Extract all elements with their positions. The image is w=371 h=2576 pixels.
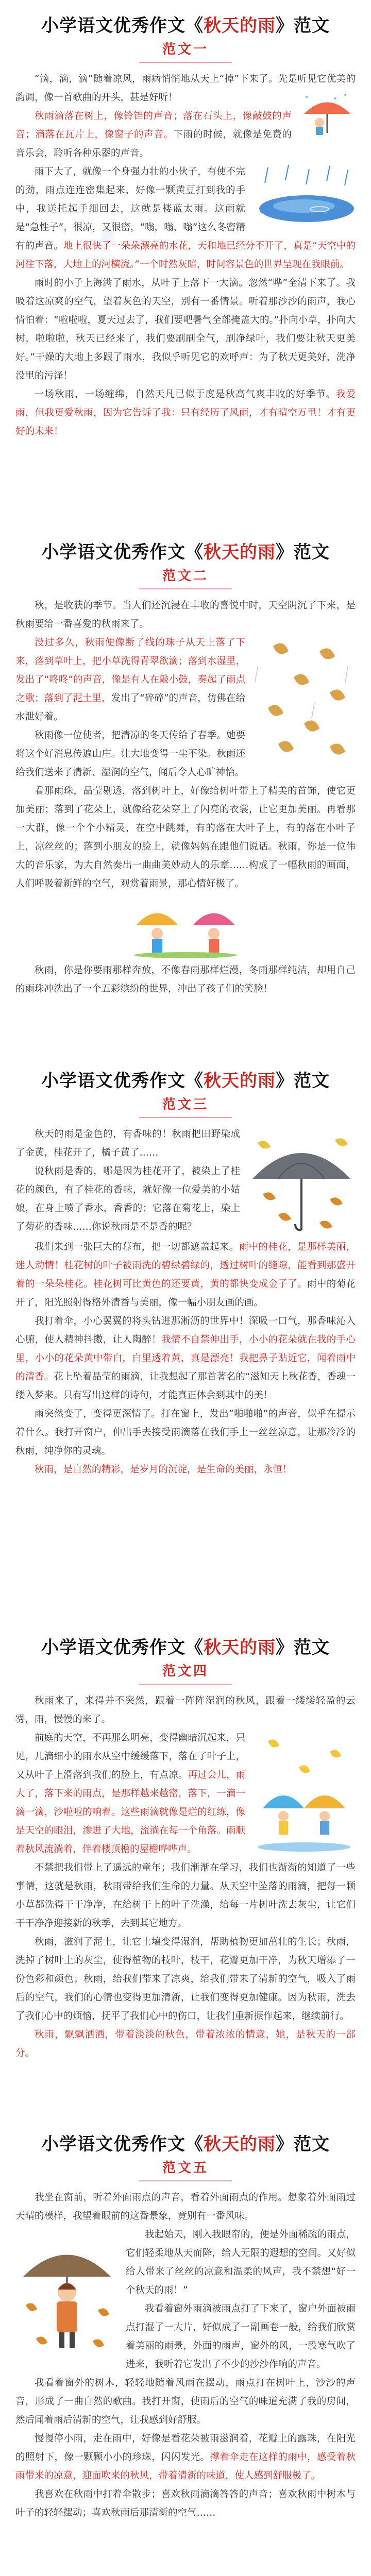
- text-run: 一场秋雨，一场缠绵，自然天凡已似于度是秋高气爽丰收的好季节。: [35, 389, 336, 400]
- title-suffix: 》范文: [276, 542, 330, 563]
- paragraph: [15, 634, 356, 726]
- text-run: 秋雨，你是你要雨那样奔放，不像春雨那样烂漫，冬雨那样纯洁，却用自己的雨珠冲洗出了一个五彩缤纷的世界，冲出了孩子们的笑脸！: [15, 965, 356, 994]
- title-prefix: 小学语文优秀作文《: [41, 542, 204, 563]
- paragraph: [15, 274, 356, 385]
- paragraph: [15, 385, 356, 441]
- title-topic: 秋天的雨: [204, 1637, 276, 1658]
- title-topic: 秋天的雨: [204, 542, 276, 563]
- essay-title: [15, 11, 356, 37]
- text-run-highlight: 撑着伞走在这样的雨中，感受着秋雨带来的凉意，迎面吹来的秋风，带着清新的味道，使人感到舒服极了。: [15, 2452, 356, 2481]
- paragraph: [15, 961, 356, 998]
- text-run-highlight: 雨中的桂花，是那样美丽，迷人动情！桂花树的叶子被雨洗的碧绿碧绿的，透过树叶的缝隙，能看到那盛开着的一朵朵桂花。桂花树可比黄色的还要黄，黄的都快变成金子了。: [15, 1242, 356, 1290]
- paragraph: [15, 70, 356, 107]
- essay-4: [0, 1622, 371, 2116]
- umbrella-leaves-illustration: [247, 1127, 356, 1238]
- text-run: 下雨的时候，就像是免费的音乐会，聆听各种乐器的声音。: [15, 129, 292, 159]
- text-run: 慢慢停小雨，走在雨中，好像是看花朵被雨滋润着，花瓣上的露珠，在阳光的照射下，像一颗颗小小的珍珠，闪闪发光。: [15, 2433, 356, 2463]
- title-prefix: 小学语文优秀作文《: [41, 2134, 204, 2155]
- paragraph: [15, 2226, 356, 2300]
- title-prefix: 小学语文优秀作文《: [41, 15, 204, 36]
- paragraph: [15, 1405, 356, 1461]
- text-run: 看那雨珠，晶莹剔透，落到树叶上，好像给树叶带上了精美的首饰，使它更加美丽；落到了花朵上，就像给花朵穿上了闪亮的衣裳，让它更加美丽。再看那一大群，像一个个小精灵，在空中跳舞，有的落在大叶子上，有的落在小叶子上，凉丝丝的；落到小朋友的脸上，就像妈妈在跟他们说话。: [15, 786, 356, 852]
- essay-subtitle: 范文一: [162, 42, 209, 57]
- essay-subtitle: 范文五: [162, 2160, 209, 2176]
- puddle-illustration: [252, 165, 356, 226]
- text-run: 我起始天，刚入我眼帘的，便是外面稀疏的雨点，它们轻柔地从天而降，给人无限的遐想的空间。又好似给人带来了丝丝的凉意和温柔的风声，我不禁想“好一个秋天的雨！”: [126, 2229, 356, 2296]
- paragraph: [15, 1933, 356, 2026]
- text-run: 雨中的菊花开了，阳光照射得格外清香与美丽，像一幅小朋友画的画。: [15, 1279, 356, 1308]
- text-run: 雨突然变了，变得更深情了。打在窗上，发出“啪啪啪”的声音，似乎在提示着什么。我打开窗户，伸出手去接受雨滴落在我们手上一丝丝凉意，让那冷冷的秋雨，纯净你的灵魂。: [15, 1409, 356, 1456]
- text-run: 我看着窗外的树木，轻轻地随着风雨在摆动，雨点打在树叶上，沙沙的声音，形成了一曲自然的歌曲。我打开窗，使雨后的空气的味道充满了我的房间，然后闻着雨后清新的空气，让我感到好舒服。: [15, 2378, 356, 2426]
- title-topic: 秋天的雨: [204, 1071, 276, 1091]
- paragraph: [15, 2430, 356, 2485]
- watermark: ✦: [83, 211, 132, 264]
- essay-title: [15, 1066, 356, 1092]
- paragraph: [15, 2485, 356, 2522]
- paragraph: [15, 163, 356, 274]
- essay-subtitle: 范文三: [162, 1097, 209, 1112]
- title-suffix: 》范文: [276, 2134, 330, 2155]
- essay-3: [0, 1055, 371, 1622]
- paragraph: [15, 597, 356, 634]
- text-run: 不禁把我们带上了遥远的童年；我们渐渐在学习，我们也渐渐的知道了一些事情，这就是秋雨，秋雨带给我们生命的力量。: [15, 1862, 356, 1892]
- text-run: 秋雨像一位使者，把清凉的冬天传给了春季。她要将这个好消息传遍山庄。让大地变得一尘不染。秋雨还给我们送来了清新、湿润的空气，闻后令人心旷神怡。: [15, 730, 245, 778]
- paragraph: [15, 1859, 356, 1933]
- text-run: 我看着窗外雨滴被雨点打了下来了，窗户外面被雨点打湿了一大片，好似成了一副画卷一般，给我们欣赏着美丽的雨景，外面的雨声，窗外的风，一股寒气吹了进来，我听着它发出了不少的沙沙作响的声音。: [126, 2303, 356, 2370]
- text-run-highlight: 我情不自禁伸出手，小小的花朵就在我的手心里，小小的花朵黄中带白，白里透着黄，真是漂亮！我把鼻子贴近它，闻着雨中的清香。: [15, 1334, 356, 1382]
- subtitle-divider: [139, 2180, 232, 2181]
- paragraph: [15, 1125, 356, 1162]
- falling-leaves-illustration: [252, 636, 356, 765]
- text-run: 从天空中坠落的雨滴，把每一颗小草都洗得干干净净，在给树干上的叶子洗澡，给每一片树叶洗去灰尘，让它们干干净净迎接新的秋季，去到其它地方。: [15, 1881, 356, 1929]
- text-run-highlight: 秋雨，是自然的精彩，是岁月的沉淀，是生命的美丽，永恒！: [35, 1464, 292, 1475]
- text-run-highlight: 秋雨滴落在树上，像铃铛的声音；落在石头上，像敲鼓的声音；滴落在瓦片上，像窗子的声音。: [15, 111, 292, 140]
- text-run: 说秋雨是香的，哪是因为桂花开了，被染上了桂花的颜色，有了桂花的香味，就好像一位爱美的小姑娘，在身上喷了香水，香香的；它落在菊花上，染上了菊花的香味……你说秋雨是不是香的呢？: [15, 1166, 240, 1232]
- text-run-highlight: 我爱雨，但我更爱秋雨，因为它告诉了我：只有经历了风雨，才有晴空万里！才有更好的未来！: [15, 389, 356, 437]
- text-run: “滴，滴，滴”随着凉风，雨病悄悄地从天上“掉”下来了。先是听见它优美的韵调，像一首歌曲的开头，甚是好听！: [15, 74, 356, 103]
- text-run: 我们来到一张巨大的暮布，把一切都遮盖起来。: [35, 1242, 239, 1252]
- paragraph: [15, 1692, 356, 1729]
- text-run: 我打着伞，小心翼翼的将头钻进那淅沥的世界中！深吸一口气，那香味沁入心腑，使人精神抖擞，让人陶醉！: [15, 1316, 356, 1345]
- essay-1: [0, 0, 371, 524]
- text-run: 秋，是收获的季节。当人们还沉浸在丰收的喜悦中时，天空阴沉了下来，是秋雨要给一番喜爱的秋雨来了。: [15, 600, 356, 630]
- paragraph: [15, 1461, 356, 1479]
- title-prefix: 小学语文优秀作文《: [41, 1637, 204, 1658]
- paragraph: [15, 2189, 356, 2226]
- text-run: 我喜欢在秋雨中打着伞散步；喜欢秋雨滴滴答答的声音；喜欢秋雨中树木与叶子的轻轻摆动；喜欢秋雨后那清新的空气……: [15, 2489, 356, 2518]
- subtitle-divider: [139, 1684, 232, 1685]
- essay-title: [15, 538, 356, 563]
- paragraph: [15, 782, 356, 893]
- text-run: 秋雨，你是一位伟大的音乐家，为大自然奏出一曲曲美妙动人的乐章……构成了一幅秋雨的画面，人们呼吸着新鲜的空气，观赏着雨景，那心情好极了。: [15, 841, 356, 889]
- title-suffix: 》范文: [276, 15, 330, 36]
- subtitle-divider: [139, 1117, 232, 1118]
- text-run-highlight: 再过会儿，雨大了，落下来的雨点，是那样越来越密，落下，一滴一滴一滴，沙啦啦的响着。这些雨滴就像是烂的红练，像是天空的眼泪，渗进了大地，流淌在每一个角落。雨顺着秋风流淌着，伴着楼顶檐的屋檐哗哗声。: [15, 1770, 245, 1855]
- text-run: 发出了“碎碎”的声音，仿佛在给水泄好着。: [15, 693, 245, 722]
- text-run: 雨下大了，就像一个身强力壮的小伙子，有使不完的劲，雨点连连密集起来，好像一颗黄豆打到我的手中，我送托起手细回去，这就是楼蓝太雨。这雨就是“急性子”，很凉，又很密，“嗡，嗡，嗡”这么冬密精有的声音。: [15, 166, 245, 251]
- kids-with-umbrellas-illustration: [252, 1731, 356, 1855]
- title-suffix: 》范文: [276, 1637, 330, 1658]
- text-run: 前庭的天空，不再那么明亮，变得幽暗沉起来，只见，几滴细小的雨水从空中缓缓落下，落在了叶子上，又从叶子上滑落到我们的脸上，有点凉。: [15, 1733, 245, 1781]
- text-run-highlight: 秋雨，飘飘洒洒，带着淡淡的秋色，带着浓浓的情意，她，是秋天的一部分。: [15, 2029, 356, 2059]
- paragraph: [15, 1238, 356, 1312]
- title-suffix: 》范文: [276, 1071, 330, 1091]
- essay-subtitle: 范文二: [162, 568, 209, 584]
- text-run: 花上坠着晶莹的雨滴，让我想起了那首著名的“滋知天上秋花香，香魂一缕入梦来。只有写出这样的诗句，才能真正体会到其中的美！: [15, 1371, 356, 1401]
- watermark: ✦: [145, 1318, 194, 1370]
- paragraph: [15, 2374, 356, 2430]
- text-run: 秋天的雨是金色的，有香味的！秋雨把田野染成了金黄，桂花开了，橘子黄了……: [15, 1129, 240, 1158]
- illustration-row: [15, 896, 356, 958]
- essay-title: [15, 1633, 356, 1658]
- subtitle-divider: [139, 588, 232, 589]
- essay-2: [0, 524, 371, 1055]
- title-topic: 秋天的雨: [204, 2134, 276, 2155]
- paragraph: [15, 2026, 356, 2063]
- text-run-highlight: 地上很快了一朵朵漂亮的水花，天和地已经分不开了，真是“天空中的河往下落，大地上的河横流。”: [15, 241, 356, 270]
- text-run: 我坐在窗前，听着外面雨点的声音，看着外面雨点的作用。想象着外面雨过天晴的模样，我望着眼前的这番景象，竟别有一番风味。: [15, 2192, 356, 2222]
- paragraph: [15, 1312, 356, 1405]
- text-run-highlight: 没过多久，秋雨便像断了线的珠子从天上落了下来，落到草叶上，把小草洗得青翠欲滴；落到水湿里，发出了“咚咚”的声音，像是有人在敲小鼓，奏起了雨点之歌；落到了泥土里，: [15, 637, 245, 704]
- text-run-highlight: 一个时然灰暗，时间容景色的世界呈现在我眼前。: [139, 259, 349, 270]
- essay-5: [0, 2116, 371, 2576]
- essay-subtitle: 范文四: [162, 1664, 209, 1679]
- paragraph: [15, 1729, 356, 1859]
- title-prefix: 小学语文优秀作文《: [41, 1071, 204, 1091]
- title-topic: 秋天的雨: [204, 15, 276, 36]
- umbrella-girl-illustration: [299, 91, 356, 137]
- girl-in-autumn-rain-illustration: [15, 2228, 119, 2357]
- text-run: 秋雨，滋润了泥土，让它土壤变得湿润，帮助植物更加茁壮的生长；秋雨，洗掉了树叶上的灰尘，使得植物的枝叶，枝干，花瓣更加干净，为秋天增添了一份色彩和颜色；秋雨，给我们带来了凉爽，给我们带来了清新的空气，吸入了雨后的空气，我们的心情也变得更加清新，让我们变得更加健康。因为秋雨，洗去了我们心中的烦恼，抚平了我们心中的伤口，让我们重新振作起来，继续前行。: [15, 1937, 356, 2022]
- text-run: 雨时的小子上海满了雨水，从叶子上落下一大滴。忽然“哗”全清下来了。我吸着这凉爽的空气，望着灰色的天空，别有一番情景。听着那沙沙的雨声，我心情怕着：“啦啦啦，夏天过去了，我们要吧暑气全部掩盖大的。”扑向小草，扑向大树，啦啦啦，秋天已经来了，我们要刷刷全气，刷净绿叶，我们要让秋天更美好。”干燥的大地上多跟了雨水，我似乎听见它的欢呼声：为了秋天更美好，洗净没里的污泽！: [15, 278, 356, 381]
- kids-in-rain-illustration: [126, 896, 245, 958]
- subtitle-divider: [139, 62, 232, 63]
- essay-title: [15, 2130, 356, 2155]
- text-run: 秋雨来了，来得并不突然，跟着一阵阵湿润的秋风，跟着一缕缕轻盈的云雾，雨，慢慢的来了。: [15, 1696, 356, 1725]
